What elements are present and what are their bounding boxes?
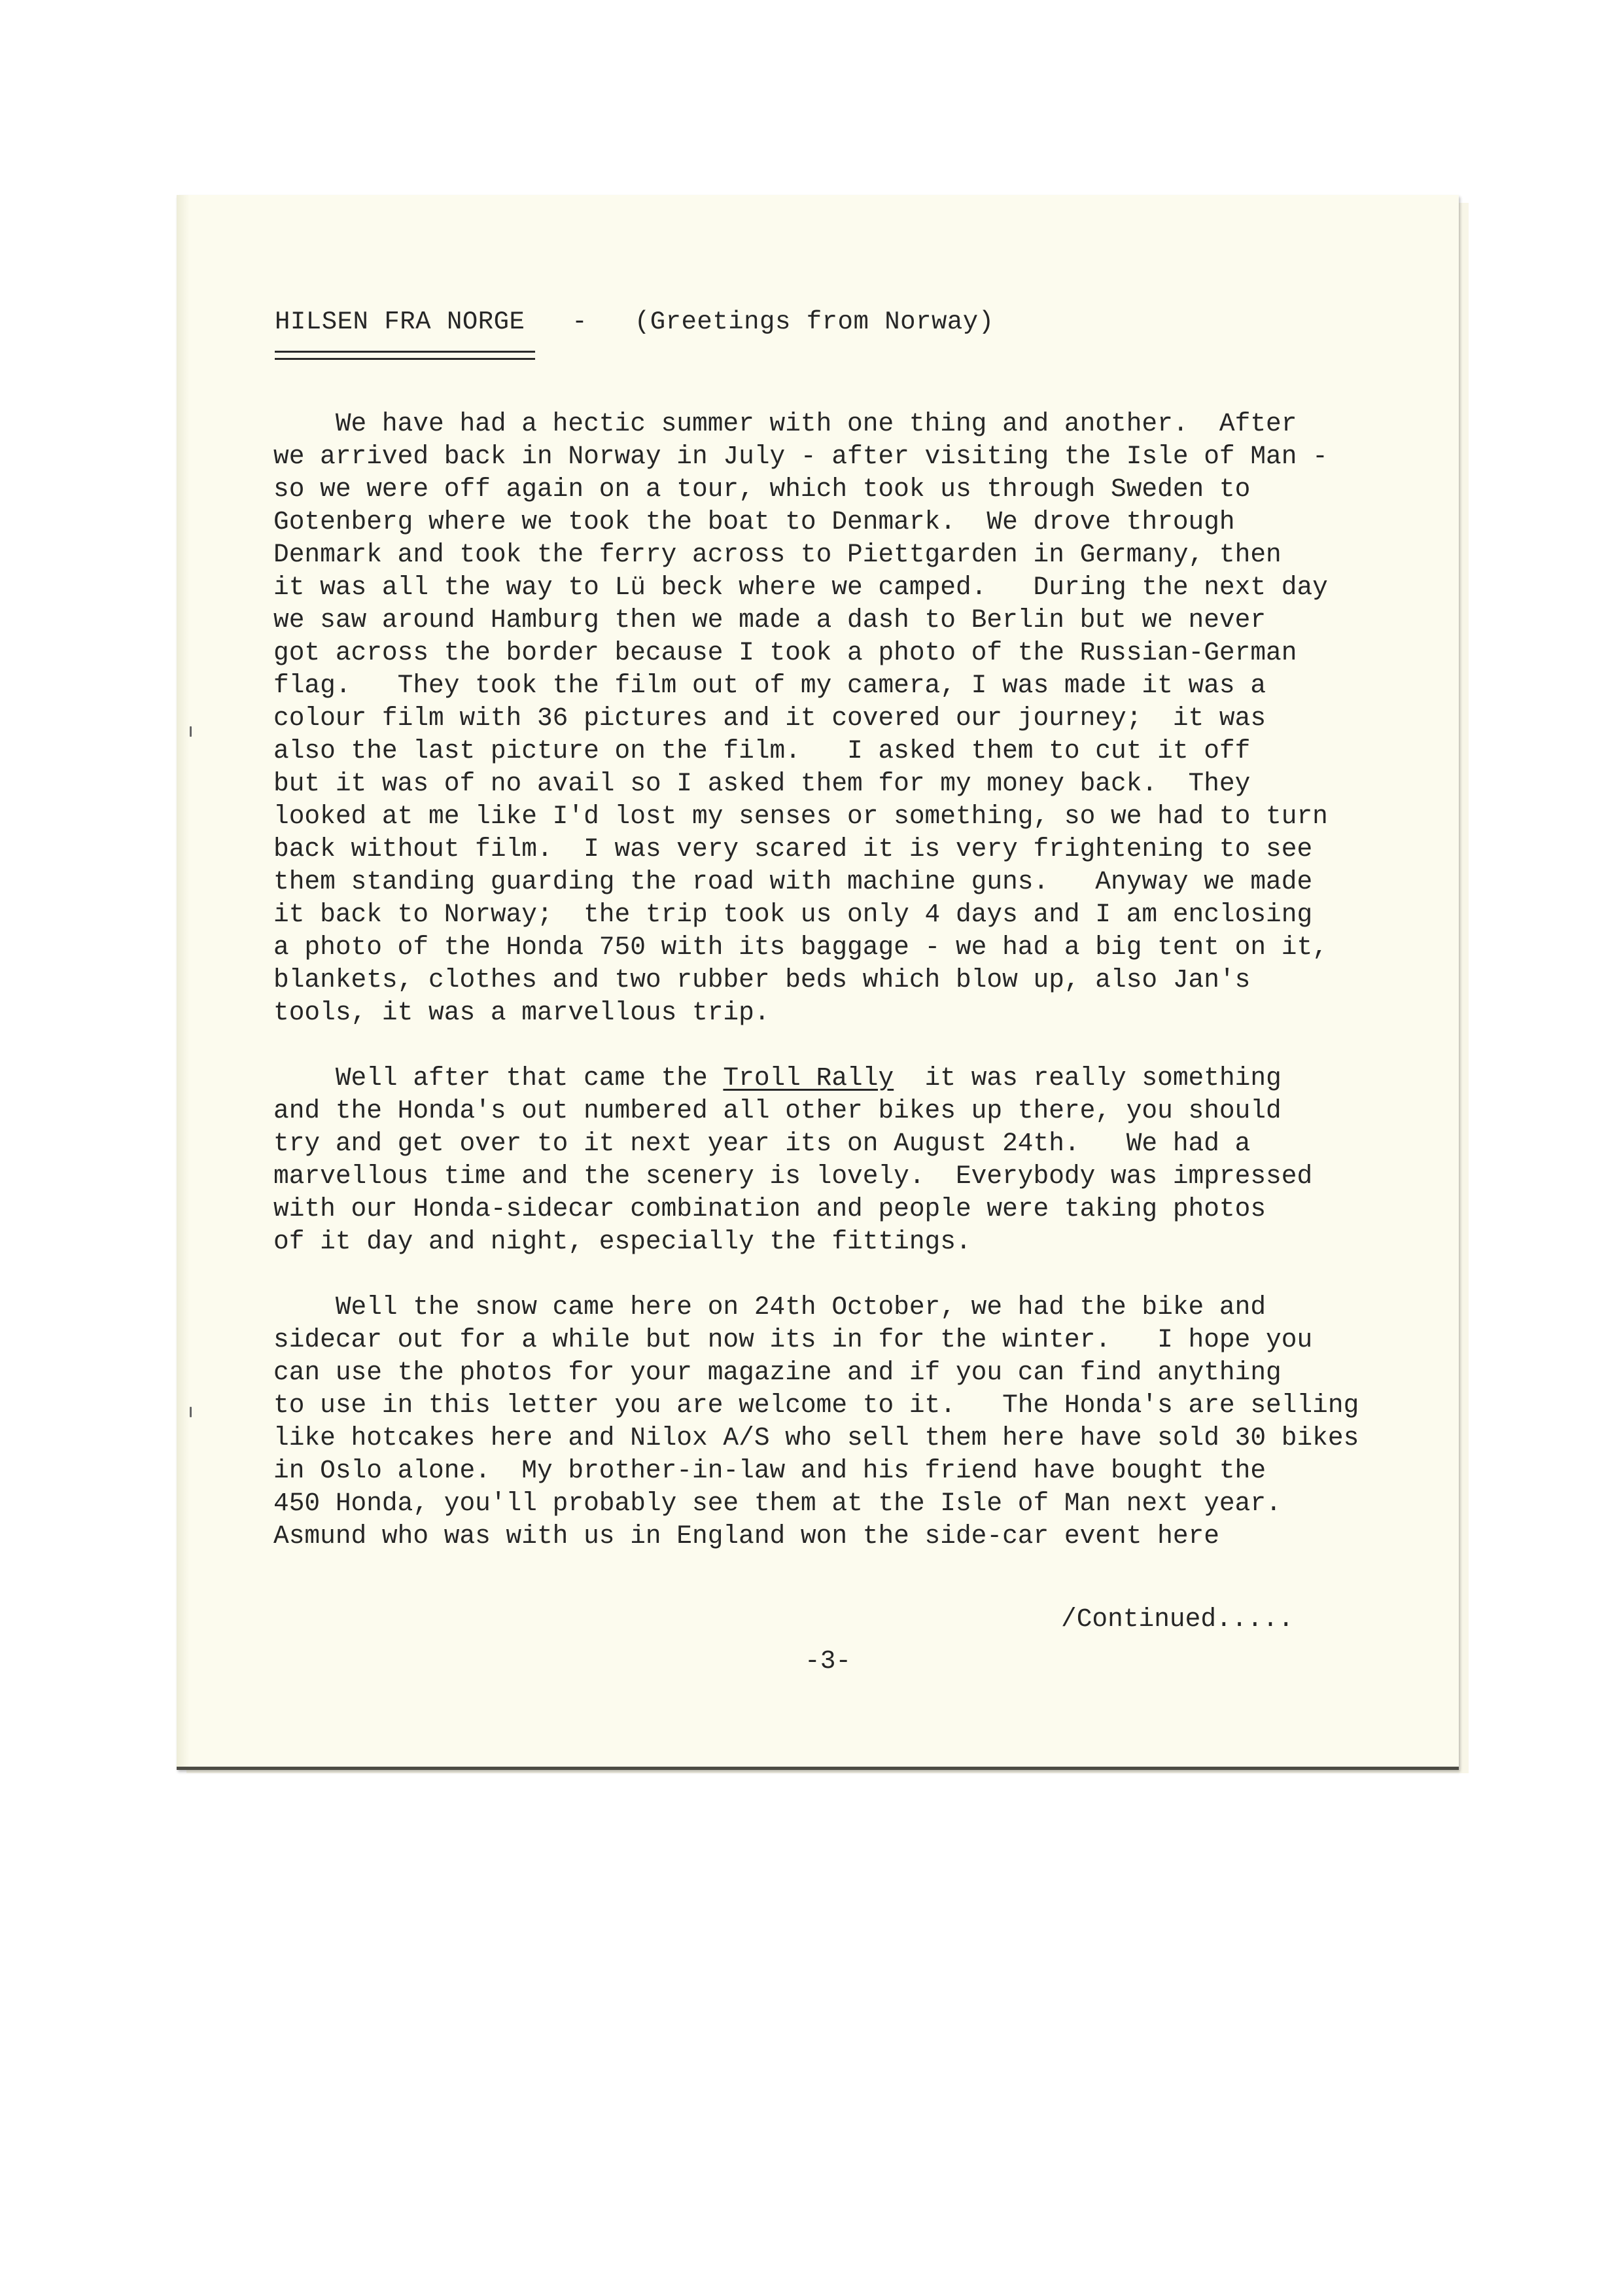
text-line: we arrived back in Norway in July - after visiting the Isle of Man - xyxy=(273,442,1328,471)
text-line: got across the border because I took a photo of the Russian-German xyxy=(273,638,1297,667)
text-line: Asmund who was with us in England won the side-car event here xyxy=(273,1521,1219,1551)
paragraph-summer-tour xyxy=(273,408,1444,1029)
text-segment: Well after that came the xyxy=(273,1063,724,1093)
text-line xyxy=(273,1062,1444,1095)
text-line: so we were off again on a tour, which took us through Sweden to xyxy=(273,474,1251,504)
text-line: Gotenberg where we took the boat to Denmark. We drove through xyxy=(273,507,1235,537)
text-line: Well the snow came here on 24th October, we had the bike and xyxy=(273,1292,1266,1322)
page-fold-edge xyxy=(177,195,190,1767)
text-line: 450 Honda, you'll probably see them at the Isle of Man next year. xyxy=(273,1489,1282,1518)
text-line: back without film. I was very scared it is very frightening to see xyxy=(273,834,1313,864)
text-line: colour film with 36 pictures and it covered our journey; it was xyxy=(273,703,1266,733)
text-line: it was all the way to Lü beck where we camped. During the next day xyxy=(273,573,1328,602)
continued-note: /Continued..... xyxy=(1061,1604,1294,1634)
text-line: but it was of no avail so I asked them for my money back. They xyxy=(273,769,1251,798)
text-line: We have had a hectic summer with one thing and another. After xyxy=(273,409,1297,438)
text-line: marvellous time and the scenery is lovely. Everybody was impressed xyxy=(273,1161,1313,1191)
heading-double-underline xyxy=(275,351,535,360)
text-line: also the last picture on the film. I asked them to cut it off xyxy=(273,736,1251,766)
text-line: them standing guarding the road with machine guns. Anyway we made xyxy=(273,867,1313,896)
article-heading xyxy=(275,308,994,336)
heading-title: HILSEN FRA NORGE xyxy=(275,308,525,336)
text-line: flag. They took the film out of my camera, I was made it was a xyxy=(273,671,1266,700)
troll-rally-underlined: Troll Rally xyxy=(723,1063,894,1093)
paragraph-snow xyxy=(273,1291,1444,1553)
text-line: and the Honda's out numbered all other bikes up there, you should xyxy=(273,1096,1282,1125)
text-line: of it day and night, especially the fittings. xyxy=(273,1227,971,1256)
paragraph-troll-rally xyxy=(273,1062,1444,1258)
letter-body xyxy=(273,408,1444,1585)
text-line: can use the photos for your magazine and if you can find anything xyxy=(273,1358,1282,1387)
text-line: a photo of the Honda 750 with its baggage - we had a big tent on it, xyxy=(273,932,1328,962)
binding-mark xyxy=(190,726,192,737)
heading-subtitle: (Greetings from Norway) xyxy=(634,308,994,336)
text-line: try and get over to it next year its on August 24th. We had a xyxy=(273,1129,1251,1158)
text-line: it back to Norway; the trip took us only 4 days and I am enclosing xyxy=(273,900,1313,929)
text-line: Denmark and took the ferry across to Piettgarden in Germany, then xyxy=(273,540,1282,569)
text-segment: it was really something xyxy=(894,1063,1282,1093)
page-number: -3- xyxy=(805,1646,852,1676)
text-line: to use in this letter you are welcome to it. The Honda's are selling xyxy=(273,1390,1359,1420)
text-line: in Oslo alone. My brother-in-law and his friend have bought the xyxy=(273,1456,1266,1485)
text-line: sidecar out for a while but now its in for the winter. I hope you xyxy=(273,1325,1313,1354)
text-line: we saw around Hamburg then we made a dash to Berlin but we never xyxy=(273,605,1266,635)
text-line: blankets, clothes and two rubber beds which blow up, also Jan's xyxy=(273,965,1251,995)
text-line: tools, it was a marvellous trip. xyxy=(273,998,770,1027)
document-page xyxy=(177,195,1459,1770)
text-line: looked at me like I'd lost my senses or something, so we had to turn xyxy=(273,802,1328,831)
text-line: like hotcakes here and Nilox A/S who sell them here have sold 30 bikes xyxy=(273,1423,1359,1453)
text-line: with our Honda-sidecar combination and people were taking photos xyxy=(273,1194,1266,1224)
binding-mark xyxy=(190,1407,192,1417)
heading-dash: - xyxy=(572,308,588,336)
